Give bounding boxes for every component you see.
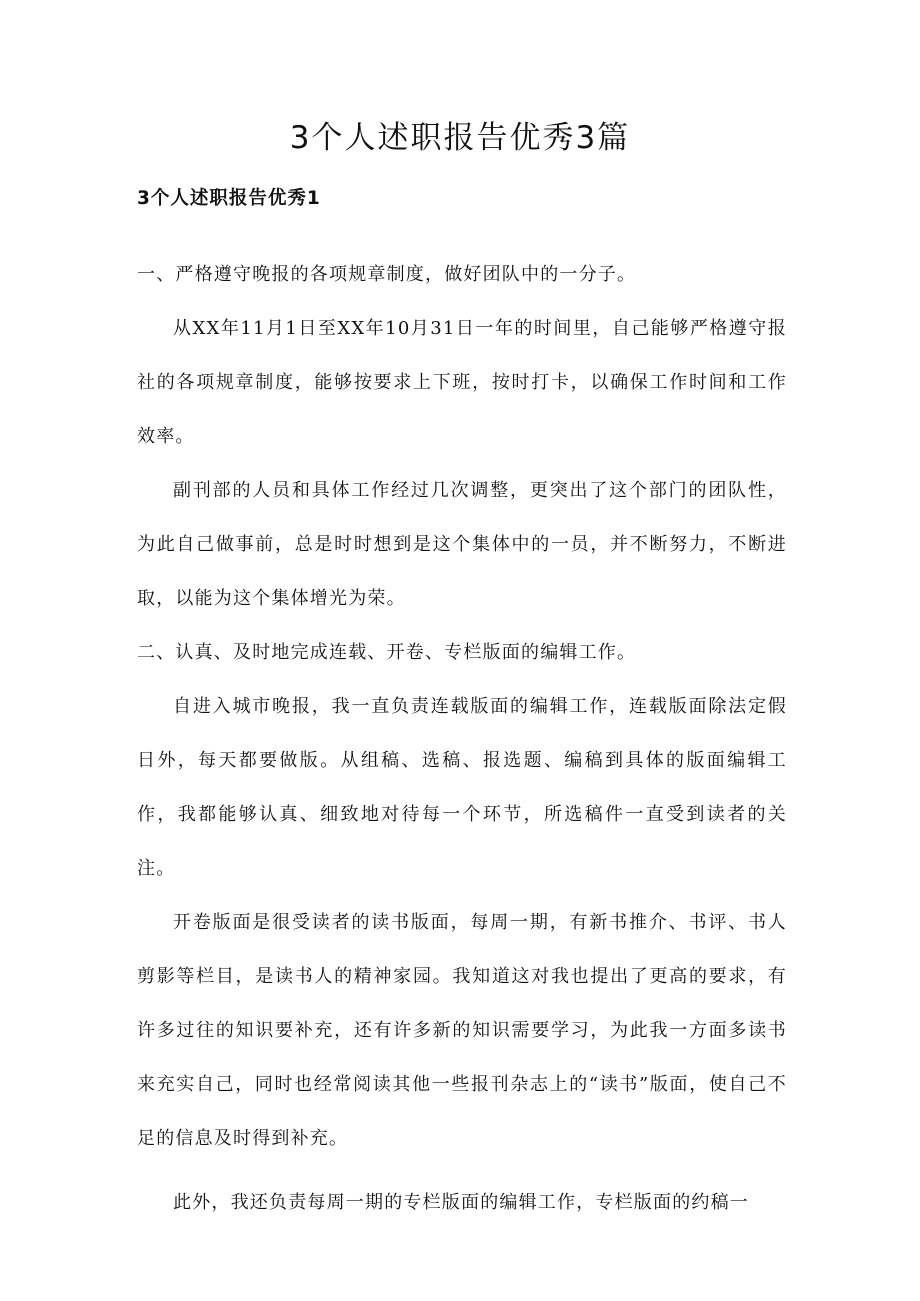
paragraph: 副刊部的人员和具体工作经过几次调整，更突出了这个部门的团队性，为此自己做事前，总是时时想到是这个集体中的一员，并不断努力，不断进取，以能为这个集体增光为荣。 xyxy=(137,480,787,609)
paragraph: 自进入城市晚报，我一直负责连载版面的编辑工作，连载版面除法定假日外，每天都要做版。从组稿、选稿、报选题、编稿到具体的版面编辑工作，我都能够认真、细致地对待每一个环节，所选稿件一直受到读者的关注。 xyxy=(137,696,787,879)
section-heading-2: 二、认真、及时地完成连载、开卷、专栏版面的编辑工作。 xyxy=(137,642,637,663)
document-subtitle: 3个人述职报告优秀1 xyxy=(137,188,321,209)
document-title: 3个人述职报告优秀3篇 xyxy=(289,120,631,156)
spacer xyxy=(137,1166,787,1176)
paragraph: 从XX年11月1日至XX年10月31日一年的时间里，自己能够严格遵守报社的各项规章制度，能够按要求上下班，按时打卡，以确保工作时间和工作效率。 xyxy=(137,318,787,447)
paragraph: 此外，我还负责每周一期的专栏版面的编辑工作，专栏版面的约稿一 xyxy=(173,1192,749,1213)
paragraph: 开卷版面是很受读者的读书版面，每周一期，有新书推介、书评、书人剪影等栏目，是读书人的精神家园。我知道这对我也提出了更高的要求，有许多过往的知识要补充，还有许多新的知识需要学习，为此我一方面多读书来充实自己，同时也经常阅读其他一些报刊杂志上的“读书”版面，使自己不足的信息及时得到补充。 xyxy=(137,912,787,1149)
document-body xyxy=(137,248,787,1230)
section-heading-1: 一、严格遵守晚报的各项规章制度，做好团队中的一分子。 xyxy=(137,264,637,285)
